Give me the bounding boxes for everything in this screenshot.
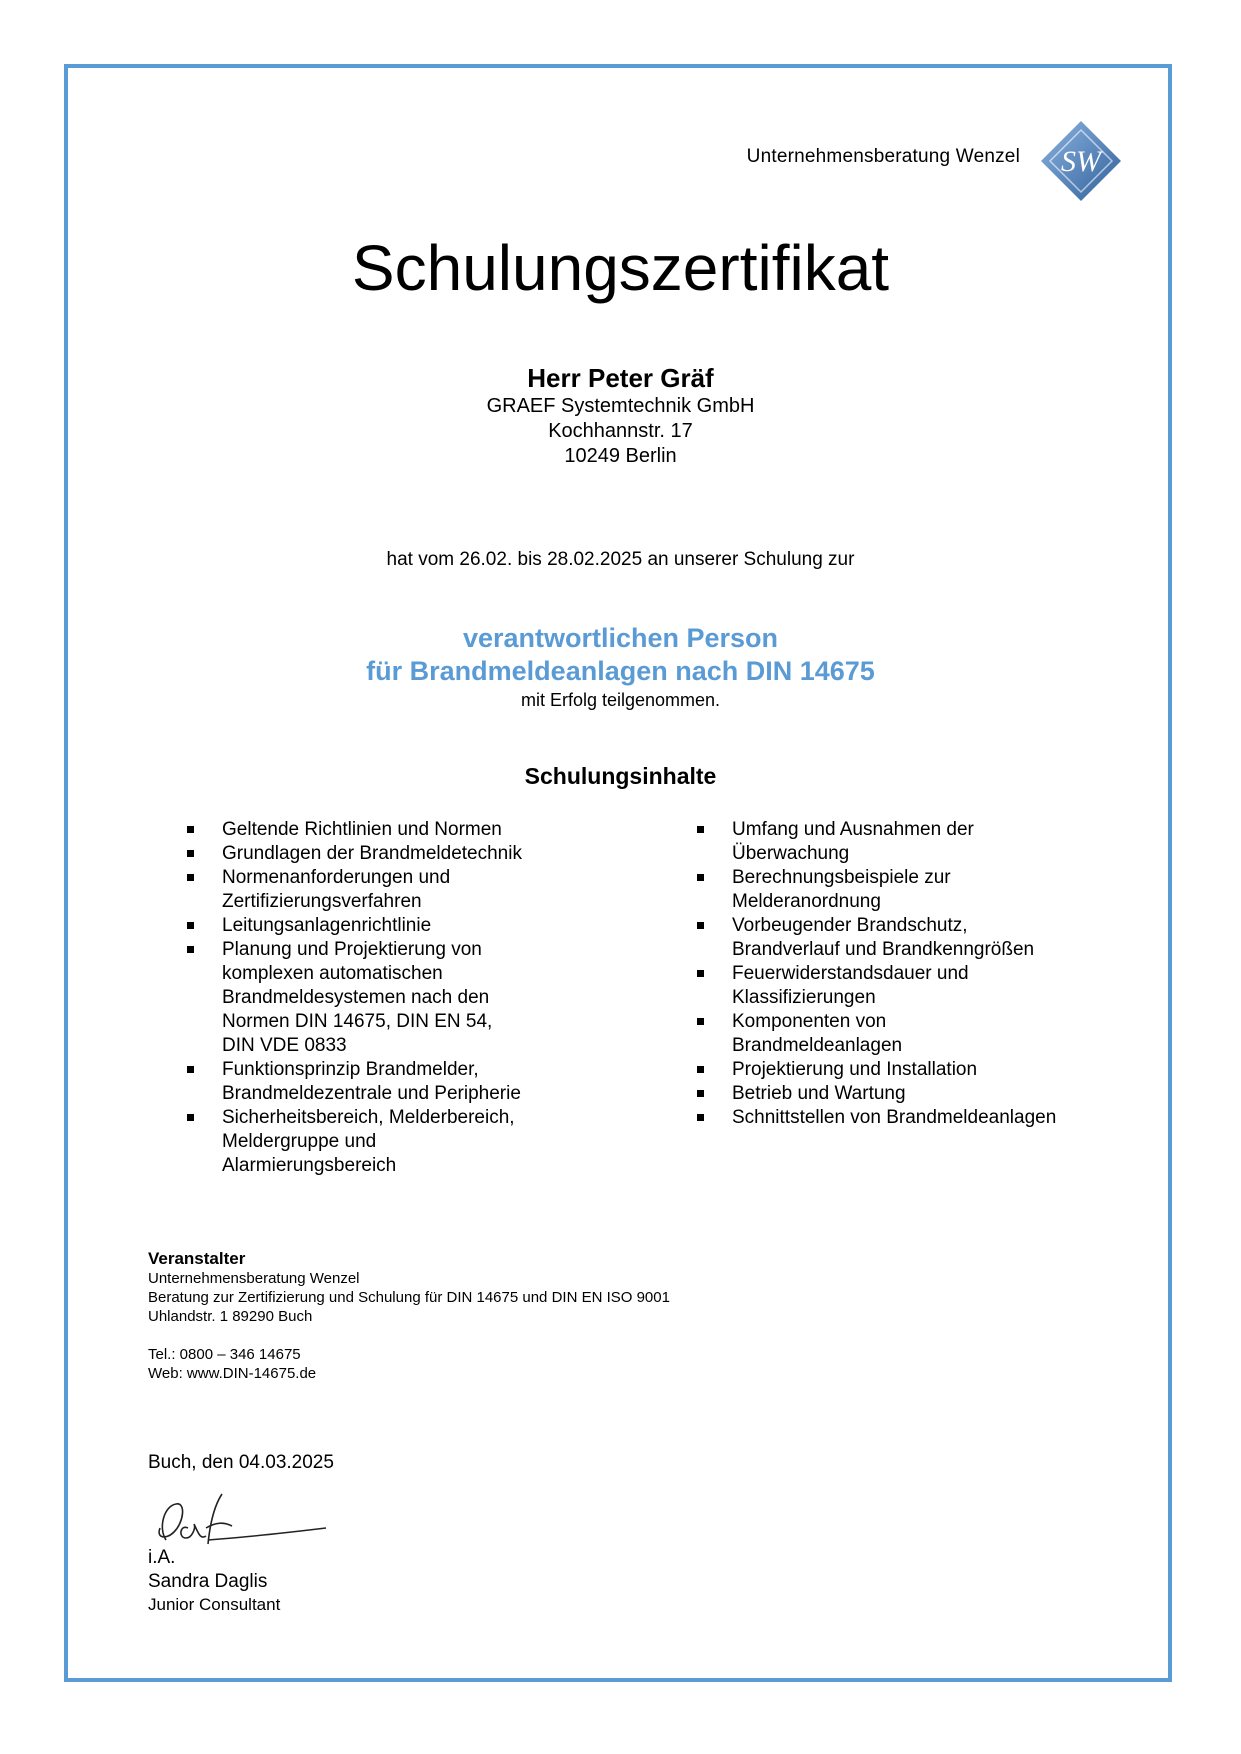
place-date: Buch, den 04.03.2025 [148,1452,334,1473]
recipient-company: GRAEF Systemtechnik GmbH [486,395,755,417]
company-name-header: Unternehmensberatung Wenzel [746,146,1020,167]
contents-list-right [694,818,1114,1130]
list-item [694,914,1114,962]
list-item [694,818,1114,866]
list-item [694,1106,1114,1130]
bullet-icon [697,1018,704,1025]
list-item [694,962,1114,1010]
list-item [184,914,604,938]
logo-text: SW [1061,145,1101,178]
bullet-icon [187,1066,194,1073]
list-item-text: Brandmeldeanlagen [732,1035,903,1056]
list-item-text: Überwachung [732,843,850,864]
list-item-text: Klassifizierungen [732,987,876,1008]
organizer-block [148,1248,670,1383]
list-item [694,1082,1114,1106]
list-item-text: Leitungsanlagenrichtlinie [222,915,432,936]
list-item-text: Sicherheitsbereich, Melderbereich, [222,1107,515,1128]
list-item-text: Schnittstellen von Brandmeldeanlagen [732,1107,1057,1128]
list-item [184,818,604,842]
list-item-text: Brandverlauf und Brandkenngrößen [732,939,1035,960]
organizer-address: Uhlandstr. 1 89290 Buch [148,1308,313,1325]
list-item-text: Brandmeldezentrale und Peripherie [222,1083,521,1104]
bullet-icon [697,874,704,881]
bullet-icon [187,946,194,953]
list-item-text: Betrieb und Wartung [732,1083,906,1104]
list-item-text: DIN VDE 0833 [222,1035,347,1056]
list-item [184,938,604,1058]
recipient-city: 10249 Berlin [564,445,677,467]
contents-heading: Schulungsinhalte [524,763,717,789]
list-item [184,1106,604,1178]
organizer-web: Web: www.DIN-14675.de [148,1365,317,1382]
success-text: mit Erfolg teilgenommen. [520,690,721,710]
bullet-icon [187,874,194,881]
list-item-text: Funktionsprinzip Brandmelder, [222,1059,479,1080]
list-item-text: Zertifizierungsverfahren [222,891,422,912]
list-item-text: Berechnungsbeispiele zur [732,867,951,888]
list-item-text: Feuerwiderstandsdauer und [732,963,969,984]
list-item-text: Komponenten von [732,1011,887,1032]
organizer-description: Beratung zur Zertifizierung und Schulung für DIN 14675 und DIN EN ISO 9001 [148,1289,670,1306]
bullet-icon [697,826,704,833]
bullet-icon [187,1114,194,1121]
course-title-line2: für Brandmeldeanlagen nach DIN 14675 [366,656,875,686]
bullet-icon [187,826,194,833]
bullet-icon [187,922,194,929]
course-title [0,622,1241,688]
list-item [694,1058,1114,1082]
list-item [184,842,604,866]
list-item-text: Normenanforderungen und [222,867,451,888]
bullet-icon [697,1090,704,1097]
bullet-icon [697,1114,704,1121]
list-item-text: komplexen automatischen [222,963,443,984]
list-item-text: Normen DIN 14675, DIN EN 54, [222,1011,493,1032]
list-item [184,866,604,914]
bullet-icon [697,970,704,977]
organizer-phone: Tel.: 0800 – 346 14675 [148,1346,301,1363]
list-item [694,866,1114,914]
list-item-text: Vorbeugender Brandschutz, [732,915,968,936]
organizer-name: Unternehmensberatung Wenzel [148,1270,360,1287]
signer-block [148,1546,280,1616]
contents-list-left [184,818,604,1178]
recipient-block [0,362,1241,469]
list-item-text: Planung und Projektierung von [222,939,482,960]
recipient-name: Herr Peter Gräf [527,363,714,393]
certificate-title: Schulungszertifikat [351,232,890,304]
list-item-text: Brandmeldesystemen nach den [222,987,490,1008]
list-item-text: Melderanordnung [732,891,881,912]
company-logo [1040,120,1122,202]
signer-ia: i.A. [148,1547,176,1568]
list-item-text: Geltende Richtlinien und Normen [222,819,502,840]
bullet-icon [697,922,704,929]
bullet-icon [697,1066,704,1073]
list-item [184,1058,604,1106]
recipient-street: Kochhannstr. 17 [548,420,693,442]
list-item-text: Grundlagen der Brandmeldetechnik [222,843,522,864]
signer-role: Junior Consultant [148,1595,281,1614]
intro-text: hat vom 26.02. bis 28.02.2025 an unserer Schulung zur [386,549,855,570]
list-item-text: Alarmierungsbereich [222,1155,397,1176]
course-title-line1: verantwortlichen Person [462,623,779,653]
list-item-text: Projektierung und Installation [732,1059,978,1080]
organizer-heading: Veranstalter [148,1249,246,1268]
list-item [694,1010,1114,1058]
list-item-text: Meldergruppe und [222,1131,377,1152]
bullet-icon [187,850,194,857]
list-item-text: Umfang und Ausnahmen der [732,819,974,840]
signer-name: Sandra Daglis [148,1571,268,1592]
